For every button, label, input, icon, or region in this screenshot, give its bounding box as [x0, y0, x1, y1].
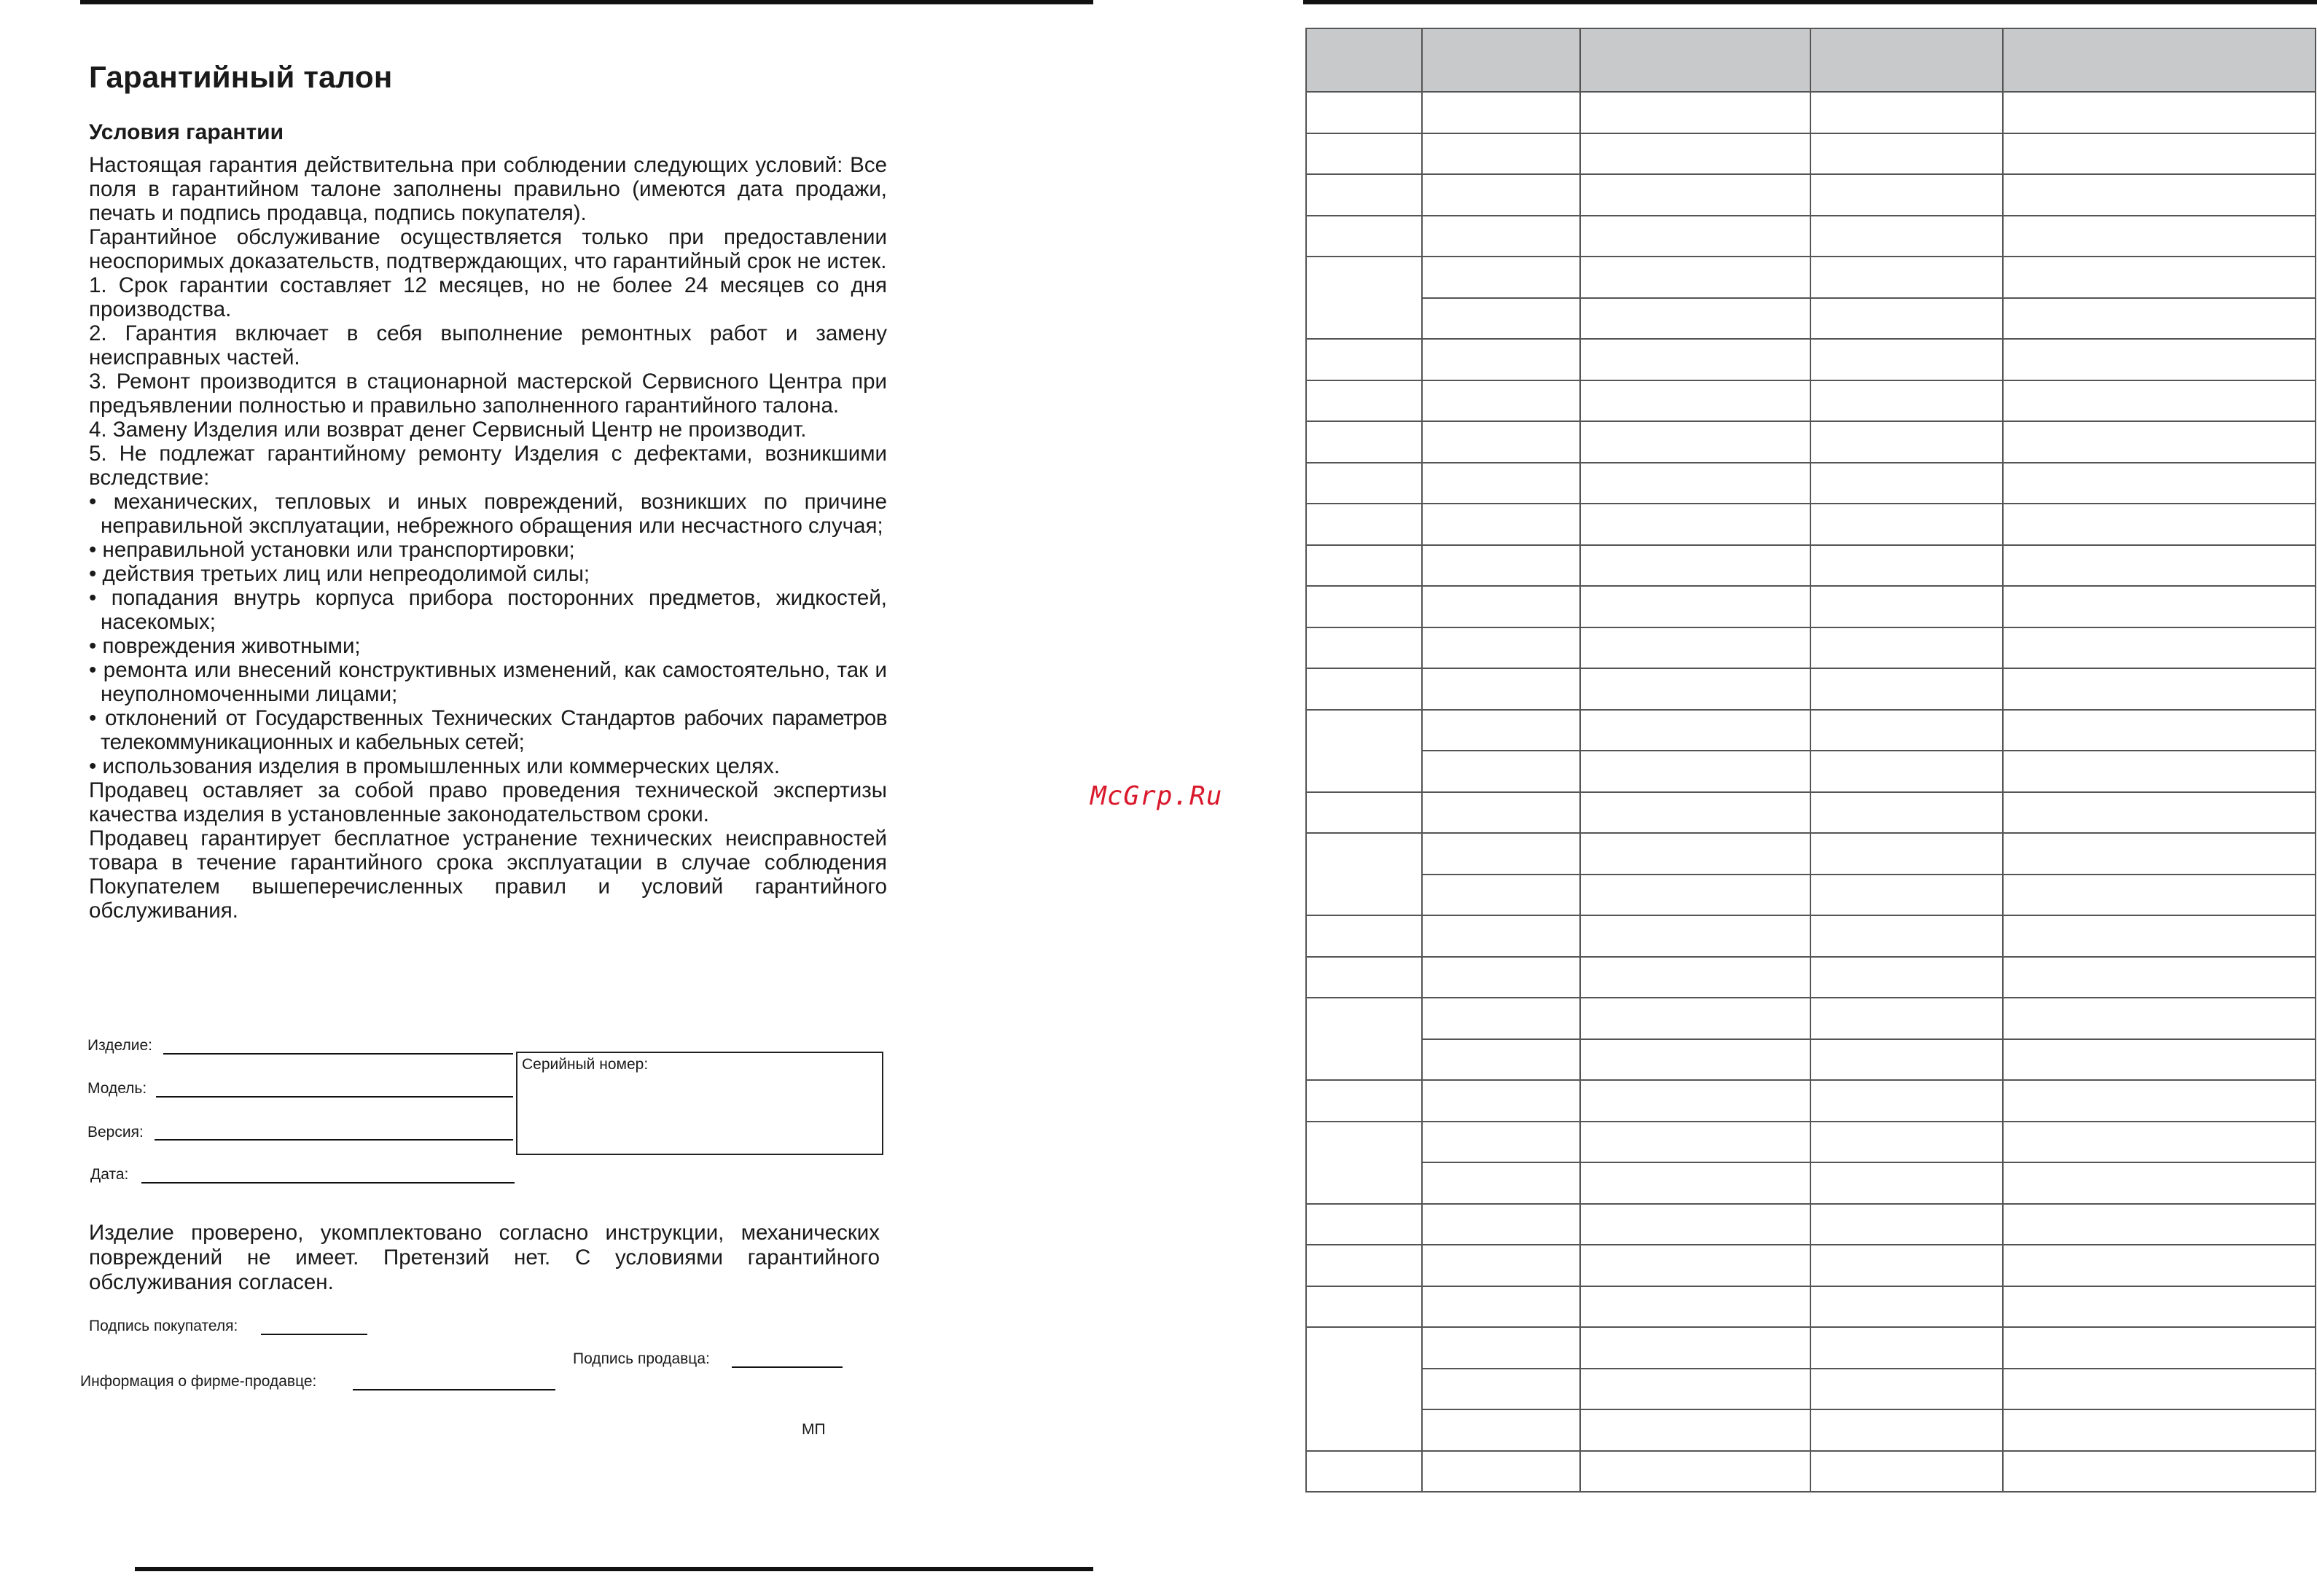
table-header-cell — [1580, 28, 1810, 92]
condition-paragraph: 5. Не подлежат гарантийному ремонту Изделия с дефектами, возникшими вследствие: — [89, 442, 887, 490]
table-cell[interactable] — [1422, 174, 1580, 216]
table-cell[interactable] — [1306, 257, 1422, 339]
table-cell[interactable] — [1810, 1409, 2003, 1451]
product-field[interactable] — [163, 1053, 513, 1055]
table-cell[interactable] — [1306, 92, 1422, 133]
section-subtitle: Условия гарантии — [89, 120, 284, 144]
date-field[interactable] — [141, 1182, 515, 1184]
table-cell[interactable] — [1306, 998, 1422, 1080]
table-cell[interactable] — [1306, 1451, 1422, 1493]
table-cell[interactable] — [1306, 421, 1422, 463]
table-cell[interactable] — [1422, 586, 1580, 627]
table-cell[interactable] — [1580, 421, 1810, 463]
table-cell[interactable] — [2003, 998, 2316, 1039]
table-cell[interactable] — [1422, 1204, 1580, 1245]
table-cell[interactable] — [1810, 380, 2003, 422]
table-cell[interactable] — [1580, 1039, 1810, 1081]
table-header-cell — [1810, 28, 2003, 92]
table-row — [1306, 957, 2316, 998]
table-cell[interactable] — [1810, 833, 2003, 875]
table-cell[interactable] — [1306, 216, 1422, 257]
exclusion-bullet: • попадания внутрь корпуса прибора посторонних предметов, жидкостей, насекомых; — [89, 586, 887, 634]
table-cell[interactable] — [1306, 1286, 1422, 1328]
table-cell[interactable] — [1422, 421, 1580, 463]
date-label: Дата: — [90, 1166, 129, 1183]
serial-number-box[interactable] — [516, 1052, 883, 1155]
stamp-mark: МП — [802, 1421, 826, 1438]
table-cell[interactable] — [2003, 957, 2316, 998]
table-row — [1306, 1080, 2316, 1122]
table-cell[interactable] — [2003, 1162, 2316, 1204]
table-cell[interactable] — [1306, 133, 1422, 175]
table-cell[interactable] — [2003, 545, 2316, 587]
table-cell[interactable] — [1580, 504, 1810, 545]
table-row — [1306, 216, 2316, 257]
table-cell[interactable] — [2003, 875, 2316, 916]
table-cell[interactable] — [1810, 133, 2003, 175]
table-cell[interactable] — [1580, 1369, 1810, 1410]
table-cell[interactable] — [1580, 751, 1810, 792]
condition-paragraph: Гарантийное обслуживание осуществляется только при предоставлении неоспоримых доказательств, подтверждающих, что гарантийный срок не истек. — [89, 225, 887, 273]
table-cell[interactable] — [1580, 92, 1810, 133]
table-cell[interactable] — [1810, 421, 2003, 463]
table-cell[interactable] — [1306, 174, 1422, 216]
table-cell[interactable] — [2003, 421, 2316, 463]
table-cell[interactable] — [2003, 627, 2316, 669]
table-cell[interactable] — [1422, 504, 1580, 545]
table-cell[interactable] — [1580, 174, 1810, 216]
table-cell[interactable] — [1810, 792, 2003, 834]
table-cell[interactable] — [2003, 298, 2316, 340]
table-cell[interactable] — [1422, 1122, 1580, 1163]
table-row — [1306, 421, 2316, 463]
table-row — [1306, 998, 2316, 1039]
condition-paragraph: 3. Ремонт производится в стационарной мастерской Сервисного Центра при предъявлении полностью и правильно заполненного гарантийного талона. — [89, 369, 887, 418]
table-header-cell — [1306, 28, 1422, 92]
table-cell[interactable] — [2003, 92, 2316, 133]
table-cell[interactable] — [1580, 875, 1810, 916]
table-cell[interactable] — [2003, 1369, 2316, 1410]
table-cell[interactable] — [1422, 751, 1580, 792]
table-cell[interactable] — [1422, 92, 1580, 133]
table-row — [1306, 380, 2316, 422]
table-row — [1306, 1451, 2316, 1493]
table-cell[interactable] — [1306, 668, 1422, 710]
page-title: Гарантийный талон — [89, 60, 393, 94]
table-cell[interactable] — [1810, 504, 2003, 545]
table-row — [1306, 627, 2316, 669]
table-cell[interactable] — [1580, 1122, 1810, 1163]
version-field[interactable] — [155, 1139, 513, 1141]
table-cell[interactable] — [1422, 216, 1580, 257]
table-cell[interactable] — [1422, 545, 1580, 587]
table-cell[interactable] — [1422, 833, 1580, 875]
bottom-rule-left — [135, 1567, 1093, 1571]
table-cell[interactable] — [2003, 792, 2316, 834]
serial-number-label: Серийный номер: — [522, 1056, 649, 1073]
closing-paragraph: Продавец оставляет за собой право проведения технической экспертизы качества изделия в установленные законодательством сроки. — [89, 778, 887, 826]
table-cell[interactable] — [1810, 1327, 2003, 1369]
table-cell[interactable] — [1810, 216, 2003, 257]
table-cell[interactable] — [2003, 133, 2316, 175]
table-cell[interactable] — [1810, 875, 2003, 916]
table-cell[interactable] — [1422, 1080, 1580, 1122]
exclusion-bullet: • использования изделия в промышленных или коммерческих целях. — [89, 754, 781, 778]
seller-firm-label: Информация о фирме-продавце: — [80, 1373, 317, 1390]
table-cell[interactable] — [1810, 751, 2003, 792]
table-cell[interactable] — [1422, 339, 1580, 380]
table-cell[interactable] — [2003, 586, 2316, 627]
exclusion-bullet: • повреждения животными; — [89, 634, 361, 658]
table-cell[interactable] — [1422, 792, 1580, 834]
product-label: Изделие: — [87, 1037, 152, 1054]
table-row — [1306, 1369, 2316, 1410]
table-cell[interactable] — [1422, 257, 1580, 298]
table-cell[interactable] — [1810, 627, 2003, 669]
table-cell[interactable] — [1810, 339, 2003, 380]
table-cell[interactable] — [2003, 1204, 2316, 1245]
table-cell[interactable] — [2003, 1451, 2316, 1493]
table-cell[interactable] — [2003, 1286, 2316, 1328]
table-cell[interactable] — [1810, 586, 2003, 627]
table-cell[interactable] — [1810, 463, 2003, 504]
table-cell[interactable] — [2003, 1039, 2316, 1081]
table-cell[interactable] — [1306, 1122, 1422, 1204]
table-cell[interactable] — [1580, 668, 1810, 710]
table-cell[interactable] — [1422, 710, 1580, 751]
table-cell[interactable] — [2003, 751, 2316, 792]
exclusion-bullet: • действия третьих лиц или непреодолимой силы; — [89, 562, 590, 586]
table-cell[interactable] — [1580, 463, 1810, 504]
table-cell[interactable] — [1580, 216, 1810, 257]
table-cell[interactable] — [1422, 627, 1580, 669]
model-label: Модель: — [87, 1080, 147, 1097]
confirmation-statement: Изделие проверено, укомплектовано согласно инструкции, механических повреждений не имеет. Претензий нет. С условиями гарантийного обслуживания согласен. — [89, 1221, 880, 1294]
table-row — [1306, 1204, 2316, 1245]
table-row — [1306, 545, 2316, 587]
seller-firm-field[interactable] — [353, 1389, 555, 1390]
table-cell[interactable] — [1580, 998, 1810, 1039]
table-row — [1306, 915, 2316, 957]
table-cell[interactable] — [1306, 710, 1422, 792]
table-cell[interactable] — [1580, 1409, 1810, 1451]
exclusion-bullet: • отклонений от Государственных Технических Стандартов рабочих параметров телекоммуникационных и кабельных сетей; — [89, 706, 887, 754]
closing-paragraph: Продавец гарантирует бесплатное устранение технических неисправностей товара в течение гарантийного срока эксплуатации в случае соблюдения Покупателем вышеперечисленных правил и условий гарантийного обслуживания. — [89, 826, 887, 923]
table-cell[interactable] — [1810, 957, 2003, 998]
version-label: Версия: — [87, 1124, 144, 1141]
table-cell[interactable] — [1580, 1327, 1810, 1369]
table-cell[interactable] — [1306, 833, 1422, 915]
table-cell[interactable] — [1810, 1080, 2003, 1122]
table-cell[interactable] — [1810, 298, 2003, 340]
table-row — [1306, 133, 2316, 175]
table-row — [1306, 710, 2316, 751]
table-cell[interactable] — [2003, 339, 2316, 380]
table-cell[interactable] — [1810, 92, 2003, 133]
table-cell[interactable] — [1306, 339, 1422, 380]
table-cell[interactable] — [1580, 915, 1810, 957]
table-cell[interactable] — [2003, 216, 2316, 257]
table-cell[interactable] — [1580, 1204, 1810, 1245]
table-cell[interactable] — [1306, 504, 1422, 545]
buyer-signature-field[interactable] — [261, 1334, 367, 1335]
table-row — [1306, 257, 2316, 298]
table-row — [1306, 1162, 2316, 1204]
table-cell[interactable] — [1580, 1162, 1810, 1204]
table-cell[interactable] — [1580, 957, 1810, 998]
table-cell[interactable] — [1422, 1451, 1580, 1493]
table-row — [1306, 339, 2316, 380]
table-cell[interactable] — [1422, 1039, 1580, 1081]
table-cell[interactable] — [1422, 1245, 1580, 1286]
table-row — [1306, 833, 2316, 875]
exclusion-bullet: • ремонта или внесений конструктивных изменений, как самостоятельно, так и неуполномоченными лицами; — [89, 658, 887, 706]
table-cell[interactable] — [1422, 1286, 1580, 1328]
table-cell[interactable] — [1306, 545, 1422, 587]
table-cell[interactable] — [1422, 1409, 1580, 1451]
table-row — [1306, 1039, 2316, 1081]
condition-paragraph: 2. Гарантия включает в себя выполнение ремонтных работ и замену неисправных частей. — [89, 321, 887, 369]
table-cell[interactable] — [1810, 174, 2003, 216]
table-cell[interactable] — [1422, 133, 1580, 175]
table-cell[interactable] — [2003, 668, 2316, 710]
table-cell[interactable] — [1306, 627, 1422, 669]
table-cell[interactable] — [2003, 1409, 2316, 1451]
table-cell[interactable] — [2003, 380, 2316, 422]
table-cell[interactable] — [2003, 463, 2316, 504]
table-cell[interactable] — [1580, 586, 1810, 627]
table-cell[interactable] — [2003, 833, 2316, 875]
buyer-signature-label: Подпись покупателя: — [89, 1318, 238, 1334]
table-cell[interactable] — [1422, 915, 1580, 957]
table-cell[interactable] — [1810, 1451, 2003, 1493]
table-cell[interactable] — [2003, 1122, 2316, 1163]
table-cell[interactable] — [1580, 833, 1810, 875]
table-cell[interactable] — [1810, 710, 2003, 751]
exclusion-bullet: • неправильной установки или транспортировки; — [89, 538, 575, 562]
table-row — [1306, 875, 2316, 916]
table-cell[interactable] — [1580, 380, 1810, 422]
table-row — [1306, 1409, 2316, 1451]
table-cell[interactable] — [1422, 1369, 1580, 1410]
table-cell[interactable] — [1580, 257, 1810, 298]
table-cell[interactable] — [1580, 339, 1810, 380]
table-cell[interactable] — [1422, 1162, 1580, 1204]
table-cell[interactable] — [1306, 586, 1422, 627]
table-cell[interactable] — [1810, 1245, 2003, 1286]
table-cell[interactable] — [1422, 380, 1580, 422]
condition-paragraph: Настоящая гарантия действительна при соблюдении следующих условий: Все поля в гарантийном талоне заполнены правильно (имеются дата продажи, печать и подпись продавца, подпись покупателя). — [89, 153, 887, 225]
table-cell[interactable] — [1422, 998, 1580, 1039]
table-cell[interactable] — [2003, 1327, 2316, 1369]
table-cell[interactable] — [1422, 668, 1580, 710]
table-cell[interactable] — [1810, 915, 2003, 957]
table-row — [1306, 463, 2316, 504]
seller-signature-label: Подпись продавца: — [573, 1350, 710, 1367]
table-cell[interactable] — [1422, 1327, 1580, 1369]
table-row — [1306, 504, 2316, 545]
table-row — [1306, 1327, 2316, 1369]
table-cell[interactable] — [1810, 668, 2003, 710]
table-cell[interactable] — [1810, 1162, 2003, 1204]
table-cell[interactable] — [1422, 875, 1580, 916]
table-cell[interactable] — [1580, 1080, 1810, 1122]
table-cell[interactable] — [1810, 1122, 2003, 1163]
table-cell[interactable] — [1580, 627, 1810, 669]
table-cell[interactable] — [1580, 1451, 1810, 1493]
table-row — [1306, 92, 2316, 133]
table-cell[interactable] — [1422, 463, 1580, 504]
top-rule-left — [80, 0, 1093, 4]
table-row — [1306, 1286, 2316, 1328]
table-row — [1306, 298, 2316, 340]
table-cell[interactable] — [1580, 792, 1810, 834]
table-row — [1306, 586, 2316, 627]
table-row — [1306, 1245, 2316, 1286]
table-cell[interactable] — [1810, 998, 2003, 1039]
table-cell[interactable] — [1306, 915, 1422, 957]
table-cell[interactable] — [1810, 1369, 2003, 1410]
table-cell[interactable] — [1580, 1245, 1810, 1286]
table-cell[interactable] — [1422, 298, 1580, 340]
table-row — [1306, 792, 2316, 834]
table-cell[interactable] — [2003, 174, 2316, 216]
table-cell[interactable] — [1810, 545, 2003, 587]
condition-paragraph: 4. Замену Изделия или возврат денег Сервисный Центр не производит. — [89, 418, 807, 442]
table-row — [1306, 1122, 2316, 1163]
table-cell[interactable] — [1422, 957, 1580, 998]
table-header-row — [1306, 28, 2316, 92]
condition-paragraph: 1. Срок гарантии составляет 12 месяцев, но не более 24 месяцев со дня производства. — [89, 273, 887, 321]
table-cell[interactable] — [1306, 1080, 1422, 1122]
table-cell[interactable] — [2003, 504, 2316, 545]
table-cell[interactable] — [2003, 1245, 2316, 1286]
service-record-table — [1305, 28, 2316, 1493]
table-cell[interactable] — [1306, 1327, 1422, 1451]
table-cell[interactable] — [1580, 1286, 1810, 1328]
table-cell[interactable] — [1306, 380, 1422, 422]
table-header-cell — [2003, 28, 2316, 92]
table-cell[interactable] — [2003, 710, 2316, 751]
table-row — [1306, 751, 2316, 792]
table-cell[interactable] — [1306, 792, 1422, 834]
table-cell[interactable] — [2003, 1080, 2316, 1122]
table-cell[interactable] — [1810, 1286, 2003, 1328]
table-cell[interactable] — [1306, 463, 1422, 504]
watermark: McGrp.Ru — [1090, 781, 1223, 811]
exclusion-bullet: • механических, тепловых и иных повреждений, возникших по причине неправильной эксплуатации, небрежного обращения или несчастного случая; — [89, 490, 887, 538]
table-cell[interactable] — [2003, 915, 2316, 957]
table-cell[interactable] — [1306, 1245, 1422, 1286]
table-cell[interactable] — [1810, 1204, 2003, 1245]
table-cell[interactable] — [1810, 257, 2003, 298]
table-cell[interactable] — [1580, 133, 1810, 175]
warranty-conditions — [89, 153, 887, 923]
table-header-cell — [1422, 28, 1580, 92]
table-cell[interactable] — [1580, 298, 1810, 340]
seller-signature-field[interactable] — [732, 1366, 843, 1368]
table-cell[interactable] — [1580, 710, 1810, 751]
table-cell[interactable] — [1306, 957, 1422, 998]
table-body — [1306, 92, 2316, 1492]
model-field[interactable] — [156, 1096, 513, 1098]
table-cell[interactable] — [2003, 257, 2316, 298]
top-rule-right — [1303, 0, 2317, 4]
table-row — [1306, 668, 2316, 710]
table-cell[interactable] — [1810, 1039, 2003, 1081]
table-cell[interactable] — [1580, 545, 1810, 587]
table-row — [1306, 174, 2316, 216]
table-cell[interactable] — [1306, 1204, 1422, 1245]
